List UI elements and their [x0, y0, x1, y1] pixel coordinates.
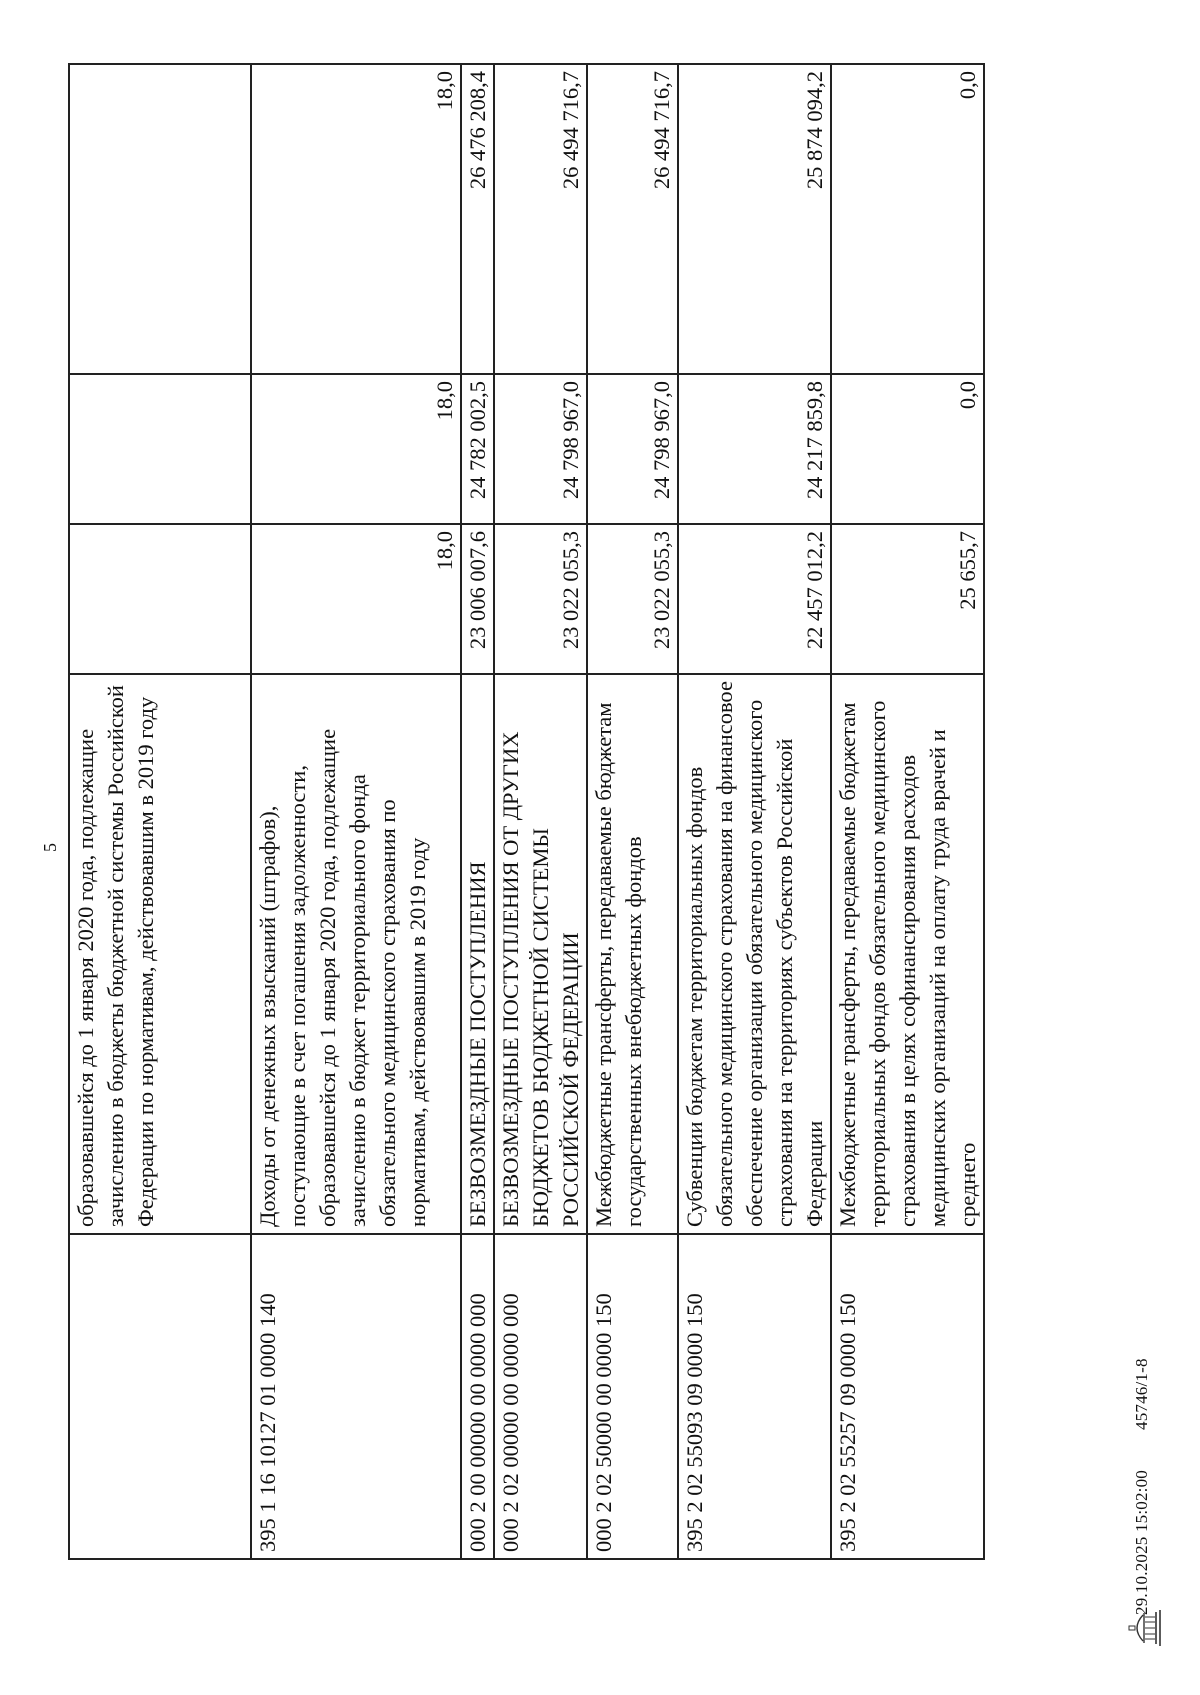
table-row — [494, 64, 587, 1559]
row-value-3 — [69, 64, 251, 374]
row-value-3: 18,0 — [251, 64, 461, 374]
row-value-2: 18,0 — [251, 374, 461, 524]
row-name: Межбюджетные трансферты, передаваемые бюджетам государственных внебюджетных фондов — [587, 674, 678, 1234]
row-value-3: 26 494 716,7 — [587, 64, 678, 374]
row-name: Доходы от денежных взысканий (штрафов), поступающие в счет погашения задолженности, образовавшейся до 1 января 2020 года, подлежащие зачислению в бюджет территориального фонда обязательного медицинского страхования по нормативам, действовавшим в 2019 году — [251, 674, 461, 1234]
row-code: 000 2 02 00000 00 0000 000 — [494, 1234, 587, 1559]
page-number: 5 — [40, 843, 60, 852]
row-value-1: 22 457 012,2 — [678, 524, 831, 674]
row-value-2: 24 798 967,0 — [587, 374, 678, 524]
row-value-2: 24 798 967,0 — [494, 374, 587, 524]
row-value-1 — [69, 524, 251, 674]
row-value-3: 0,0 — [831, 64, 984, 374]
row-value-2 — [69, 374, 251, 524]
table-row — [831, 64, 984, 1559]
row-name: образовавшейся до 1 января 2020 года, подлежащие зачислению в бюджеты бюджетной системы Российской Федерации по нормативам, действовавшим в 2019 году — [69, 674, 251, 1234]
row-code: 000 2 02 50000 00 0000 150 — [587, 1234, 678, 1559]
row-value-3: 25 874 094,2 — [678, 64, 831, 374]
table-row — [251, 64, 461, 1559]
row-value-3: 26 476 208,4 — [461, 64, 494, 374]
table-row — [461, 64, 494, 1559]
row-code: 395 1 16 10127 01 0000 140 — [251, 1234, 461, 1559]
row-code: 000 2 00 00000 00 0000 000 — [461, 1234, 494, 1559]
footer-datetime: 29.10.2025 15:02:00 — [1132, 1470, 1151, 1615]
row-value-2: 0,0 — [831, 374, 984, 524]
table-row — [69, 64, 251, 1559]
row-value-1: 18,0 — [251, 524, 461, 674]
footer-doc-id: 45746/1-8 — [1132, 1358, 1151, 1430]
row-code: 395 2 02 55093 09 0000 150 — [678, 1234, 831, 1559]
row-code — [69, 1234, 251, 1559]
row-value-1: 23 022 055,3 — [587, 524, 678, 674]
row-name: Межбюджетные трансферты, передаваемые бюджетам территориальных фондов обязательного медицинского страхования в целях софинансирования расходов медицинских организаций на оплату труда врачей и среднего — [831, 674, 984, 1234]
row-name: БЕЗВОЗМЕЗДНЫЕ ПОСТУПЛЕНИЯ ОТ ДРУГИХ БЮДЖЕТОВ БЮДЖЕТНОЙ СИСТЕМЫ РОССИЙСКОЙ ФЕДЕРАЦИИ — [494, 674, 587, 1234]
table-row — [678, 64, 831, 1559]
row-value-1: 25 655,7 — [831, 524, 984, 674]
row-name: Субвенции бюджетам территориальных фондов обязательного медицинского страхования на финансовое обеспечение организации обязательного медицинского страхования на территориях субъектов Российской Федерации — [678, 674, 831, 1234]
footer — [1132, 1358, 1152, 1615]
row-value-2: 24 217 859,8 — [678, 374, 831, 524]
row-code: 395 2 02 55257 09 0000 150 — [831, 1234, 984, 1559]
row-name: БЕЗВОЗМЕЗДНЫЕ ПОСТУПЛЕНИЯ — [461, 674, 494, 1234]
budget-table — [68, 63, 985, 1560]
row-value-1: 23 006 007,6 — [461, 524, 494, 674]
table-row — [587, 64, 678, 1559]
row-value-3: 26 494 716,7 — [494, 64, 587, 374]
row-value-2: 24 782 002,5 — [461, 374, 494, 524]
row-value-1: 23 022 055,3 — [494, 524, 587, 674]
